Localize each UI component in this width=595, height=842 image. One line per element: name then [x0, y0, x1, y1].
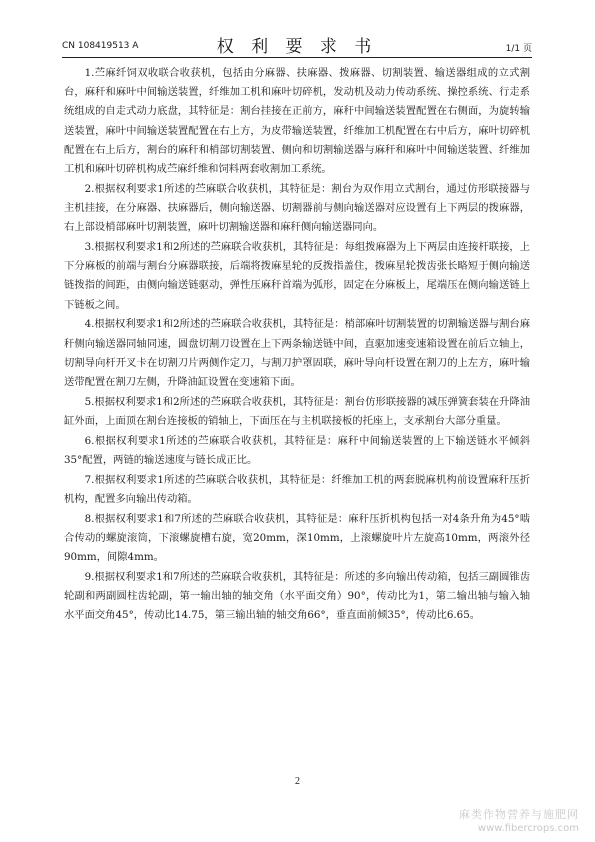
document-title: 权 利 要 求 书	[216, 37, 378, 57]
claim-8: 8.根据权利要求1和7所述的苎麻联合收获机，其特征是：麻秆压折机构包括一对4条升角为45°啮合传动的螺旋滚筒，下滚螺旋槽右旋，宽20mm，深10mm，上滚螺旋叶片左旋高10mm，两滚外径90mm，间隙4mm。	[64, 512, 530, 564]
claim-2: 2.根据权利要求1所述的苎麻联合收获机，其特征是：割台为双作用立式割台，通过仿形联接器与主机挂接，在分麻器、扶麻器后，侧向输送器、切割器前与侧向输送器对应设置有上下两层的拨麻器，右上部设梢部麻叶切割装置，麻叶切割输送器和麻秆侧向输送器同向。	[64, 182, 530, 234]
watermark	[459, 808, 579, 836]
document-header	[62, 30, 532, 56]
claim-6: 6.根据权利要求1所述的苎麻联合收获机，其特征是：麻秆中间输送装置的上下输送链水平倾斜35°配置，两链的输送速度与链长成正比。	[64, 434, 530, 467]
watermark-url: www.fibercrops.com	[477, 823, 579, 834]
page-indicator: 1/1 页	[505, 44, 532, 54]
publication-number: CN 108419513 A	[62, 41, 139, 51]
watermark-site-name: 麻类作物营养与施肥网	[459, 808, 579, 821]
claim-9: 9.根据权利要求1和7所述的苎麻联合收获机，其特征是：所述的多向输出传动箱，包括三副圆锥齿轮副和两副圆柱齿轮副，第一输出轴的轴交角（水平面交角）90°，传动比为1，第二输出轴与输入轴水平面交角45°，传动比14.75，第三输出轴的轴交角66°，垂直面前倾35°，传动比6.65。	[64, 571, 530, 622]
page-number: 2	[295, 776, 300, 787]
claims-body	[64, 64, 530, 626]
header-rule	[62, 57, 532, 58]
claim-3: 3.根据权利要求1和2所述的苎麻联合收获机，其特征是：每组拨麻器为上下两层由连接杆联接，上下分麻板的前端与割台分麻器联接，后端将拨麻星轮的反拨指盖住，拨麻星轮拨齿张长略短于侧向输送链拨指的间距，由侧向输送链驱动，弹性压麻秆首端为弧形，固定在分麻板上，尾端压在侧向输送链上下链板之间。	[64, 241, 530, 311]
claim-1: 1.苎麻纤饲双收联合收获机，包括由分麻器、扶麻器、拨麻器、切割装置、输送器组成的立式割台，麻秆和麻叶中间输送装置，纤维加工机和麻叶切碎机，发动机及动力传动系统、操控系统、行走系统组成的自走式动力底盘，其特征是：割台挂接在正前方，麻秆中间输送装置配置在右侧面，为旋转输送装置，麻叶中间输送装置配置在右上方，为皮带输送装置，纤维加工机配置在右中后方，麻叶切碎机配置在右上后方，割台的麻秆和梢部切割装置、侧向和切割输送器与麻秆和麻叶中间输送装置、纤维加工机和麻叶切碎机构成苎麻纤维和饲料两套收割加工系统。	[64, 67, 530, 176]
claim-4: 4.根据权利要求1和2所述的苎麻联合收获机，其特征是：梢部麻叶切割装置的切割输送器与割台麻秆侧向输送器同轴同速，圆盘切割刀设置在上下两条输送链中间，直驱加速变速箱设置在前后立轴上，切割导向杆开叉卡在切割刀片两侧作定刀，与割刀护罩固联，麻叶导向杆设置在割刀的上左方，麻叶输送带配置在割刀左侧，升降油缸设置在变速箱下面。	[64, 318, 530, 389]
claim-7: 7.根据权利要求1所述的苎麻联合收获机，其特征是：纤维加工机的两套脱麻机构前设置麻秆压折机构，配置多向输出传动箱。	[64, 473, 530, 506]
claim-5: 5.根据权利要求1和2所述的苎麻联合收获机，其特征是：割台仿形联接器的减压弹簧套装在升降油缸外面，上面顶在割台连接板的销轴上，下面压在与主机联接板的托座上，支承割台大部分重量。	[64, 395, 530, 428]
